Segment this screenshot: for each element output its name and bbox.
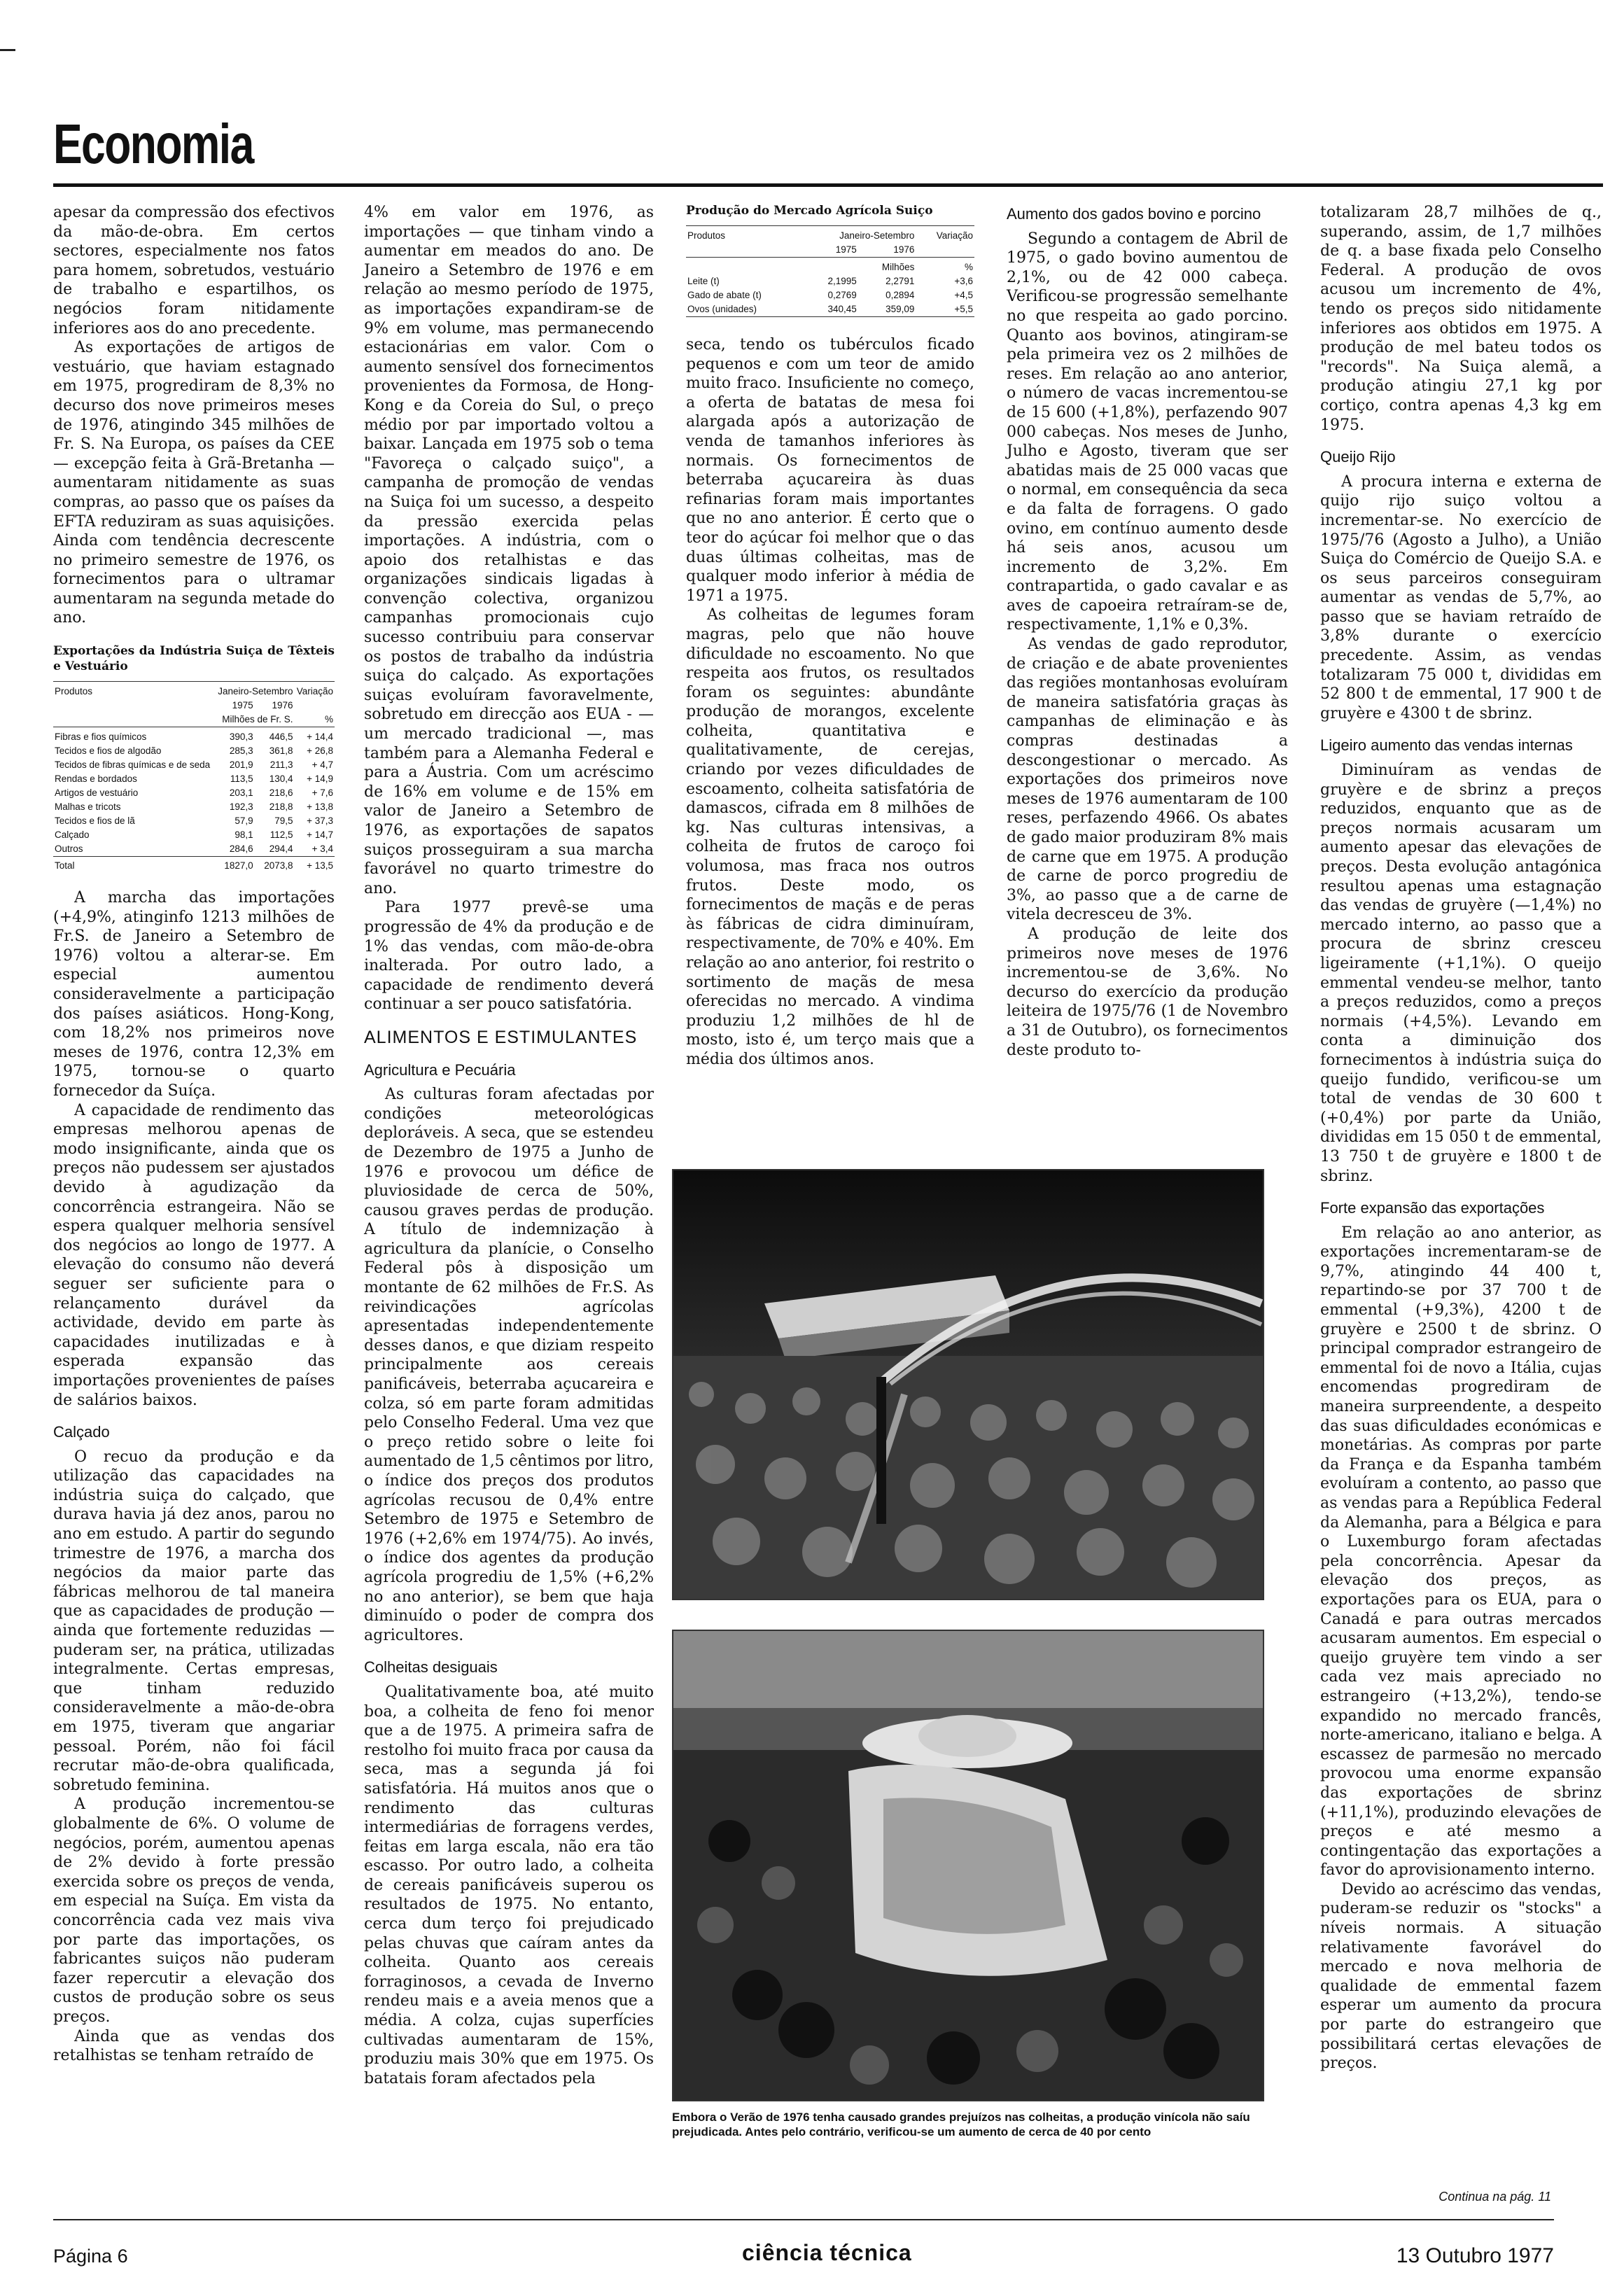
issue-date: 13 Outubro 1977 [1396, 2244, 1554, 2267]
footer-rule [53, 2219, 1554, 2220]
continuation-note: Continua na pág. 11 [1438, 2190, 1551, 2204]
photo-caption: Embora o Verão de 1976 tenha causado grandes prejuízos nas colheitas, a produção vinícola não saíu prejudicada. Antes pelo contrário, verificou-se um aumento de cerca de 40 por cento [672, 2110, 1250, 2138]
column-2 [364, 203, 654, 2088]
subheading: Calçado [53, 1423, 110, 1441]
col-header-variacao: Variação [296, 686, 333, 697]
paragraph: A procura interna e externa de quijo rijo suiço voltou a incrementar-se. No exercício de 1975/76 (Agosto a Julho), a União Suiça do Comércio de Queijo S.A. e os seus parceiros conseguiram aumentar as vendas de 5,7%, ao passo que se haviam retraído de 3,8% durante o exercício precedente. Assim, as vendas totalizaram 75 000 t, divididas em 52 800 t de emmental, 17 900 t de gruyère e 4300 t de sbrinz. [1320, 472, 1602, 722]
paragraph: A capacidade de rendimento das empresas melhorou apenas de modo insignificante, ainda que os preços não pudessem ser ajustados devido à agudização da concorrência estrangeira. Não se espera qualquer melhoria sensível dos negócios ao longo de 1977. A elevação do consumo não deverá seguer ser suficiente para o relançamento durável da actividade, devido em parte às capacidades inutilizadas e à esperada expansão das importações provenientes de países de salários baixos. [53, 1101, 335, 1409]
paragraph: seca, tendo os tubérculos ficado pequenos e com um teor de amido muito fraco. Insuficiente no começo, a oferta de batatas de mesa foi alargada após a autorização de venda de tamanhos inferiores às normais. Os fornecimentos de beterraba açucareira às duas refinarias foram mais importantes que no ano anterior. É certo que o teor do açúcar foi melhor que o das duas últimas colheitas, mas de qualquer modo inferior à média de 1971 a 1975. [686, 336, 974, 605]
page-number: Página 6 [53, 2246, 128, 2267]
col-header-year: 1975 [835, 244, 857, 255]
table-row: Gado de abate (t) 0,2769 0,2894 +4,5 [687, 290, 973, 300]
paragraph: As exportações de artigos de vestuário, que haviam estagnado em 1975, progrediram de 8,3% no decurso dos nove primeiros meses de 1976, atingindo 345 milhões de Fr. S. Na Europa, os países da CEE — excepção feita à Grã-Bretanha — aumentaram nitidamente as suas compras, ao passo que os países da EFTA reduziram as suas aquisições. Ainda com tendência decrescente no primeiro semestre de 1976, os fornecimentos para o ultramar aumentaram na segunda metade do ano. [53, 339, 335, 627]
col-header-year: 1975 [232, 700, 253, 711]
paragraph: Em relação ao ano anterior, as exportações incrementaram-se de 9,7%, atingindo 44 400 t, repartindo-se por 37 700 t de emmental (+9,3%), 4200 t de gruyère e 2500 t de sbrinz. O principal comprador estrangeiro de emmental foi de novo a Itália, cujas encomendas progrediram de maneira surpreendente, a despeito das suas dificuldades económicas e monetárias. As compras por parte da França e da Espanha também evoluíram a contento, ao passo que as vendas para a República Federal da Alemanha, para a Bélgica e para o Luxemburgo foram afectadas pela concorrência. Apesar da elevação dos preços, as exportações para os EUA, para o Canadá e para outras mercados acusaram aumentos. Em especial o queijo gruyère tem vindo a ser cada vez mais apreciado no estrangeiro (+13,2%), tendo-se expandido no mercado francês, norte-americano, italiano e belga. A escassez de parmesão no mercado provocou uma enorme expansão das exportações de sbrinz (+11,1%), produzindo elevações de preços e até mesmo a contingentação das exportações a favor do aprovisionamento interno. [1320, 1224, 1602, 1879]
table-row: Fibras e fios químicos 390,3 446,5 + 14,4 [55, 732, 333, 743]
column-5 [1320, 203, 1602, 2073]
subheading: Queijo Rijo [1320, 448, 1396, 466]
table-row: Tecidos e fios de lã 57,9 79,5 + 37,3 [55, 816, 333, 827]
table-title: Exportações da Indústria Suiça de Têxteis e Vestuário [53, 644, 335, 674]
table-row: Calçado 98,1 112,5 + 14,7 [55, 830, 333, 841]
col-header-year: 1976 [272, 700, 293, 711]
header-rule [53, 183, 1603, 187]
table-title: Produção do Mercado Agrícola Suiço [686, 204, 933, 218]
grape-harvest-photo [672, 1630, 1264, 2101]
col-header-periodo: Janeiro-Setembro [218, 686, 293, 697]
col-header-year: 1976 [893, 244, 915, 255]
subheading: Agricultura e Pecuária [364, 1060, 516, 1079]
table-row: Tecidos de fibras químicas e de seda 201,9 211,3 + 4,7 [55, 760, 333, 771]
paragraph: Qualitativamente boa, até muito boa, a colheita de feno foi menor que a de 1975. A primeira safra de restolho foi muito fraca por causa da seca, mas a segunda já foi satisfatória. Há muitos anos que o rendimento das culturas intermediárias de forragens verdes, feitas em larga escala, não era tão escasso. Por outro lado, a colheita de cereais panificáveis superou os resultados de 1975. No entanto, cerca dum terço foi prejudicado pelas chuvas que caíram antes da colheita. Quanto aos cereais forraginosos, a cevada de Inverno rendeu mais e a aveia menos que a média. A colza, cujas superfícies cultivadas aumentaram de 15%, produziu mais 30% que em 1975. Os batatais foram afectados pela [364, 1683, 654, 2087]
unit-label: % [324, 714, 333, 725]
agricultural-market-table [686, 203, 974, 320]
subheading: Forte expansão das exportações [1320, 1199, 1545, 1217]
paragraph: As colheitas de legumes foram magras, pelo que não houve dificuldade no escoamento. No que respeita aos frutos, os resultados foram os seguintes: abundânte produção de morangos, excelente colheita, quantitativa e qualitativamente, de cerejas, criando por vezes dificuldades de escoamento, colheita satisfatória de damascos, cifrada em 8 milhões de kg. Nas culturas intensivas, a colheita de frutos de caroço foi volumosa, mas fraca nos outros frutos. Deste modo, os fornecimentos de maçãs e de peras às fábricas de cidra diminuíram, respectivamente, de 70% e 40%. Em relação ao ano anterior, foi restrito o sortimento de maçãs de mesa oferecidas no mercado. A vindima produziu 1,2 milhões de hl de mosto, isto é, um terço mais que a média dos últimos anos. [686, 606, 974, 1068]
unit-label: % [964, 262, 973, 272]
col-header-produtos: Produtos [687, 230, 726, 241]
paragraph: A produção de leite dos primeiros nove meses de 1976 incrementou-se de 3,6%. No decurso do exercício da produção leiteira de 1975/76 (1 de Novembro a 31 de Outubro), os fornecimentos deste produto to- [1007, 925, 1288, 1059]
paragraph: Devido ao acréscimo das vendas, puderam-se reduzir os "stocks" a níveis normais. A situação relativamente favorável do mercado e nova melhoria de qualidade de emmental fazem esperar um aumento da procura por parte do estrangeiro que possibilitará certas elevações de preços. [1320, 1880, 1602, 2073]
paragraph: A produção incrementou-se globalmente de 6%. O volume de negócios, porém, aumentou apenas de 2% devido à forte pressão exercida sobre os preços de venda, em especial na Suíça. Em vista da concorrência cada vez mais viva por parte das importações, os fabricantes suiços não puderam fazer repercutir a elevação dos custos de produção sobre os seus preços. [53, 1795, 335, 2026]
table-row: Outros 284,6 294,4 + 3,4 [55, 844, 333, 855]
paragraph: Segundo a contagem de Abril de 1975, o gado bovino aumentou de 2,1%, ou de 42 000 cabeça. Verificou-se progressão semelhante no que respeita ao gado porcino. Quanto aos bovinos, atingiram-se pela primeira vez os 2 milhões de reses. Em relação ao ano anterior, o número de vacas incrementou-se de 15 600 (+1,8%), perfazendo 907 000 cabeças. Nos meses de Junho, Julho e Agosto, tiveram que ser abatidas mais de 25 000 vacas que o normal, em consequência da seca e da falta de forragens. O gado ovino, em contínuo aumento desde há seis anos, acusou um incremento de 3,2%. Em contrapartida, o gado cavalar e as aves de capoeira retraíram-se de, respectivamente, 1,1% e 0,3%. [1007, 230, 1288, 634]
col-header-produtos: Produtos [55, 686, 93, 697]
paragraph: Para 1977 prevê-se uma progressão de 4% da produção e de 1% das vendas, com mão-de-obra inalterada. Por outro lado, a capacidade de rendimento deverá continuar a ser pouco satisfatória. [364, 899, 654, 1014]
paragraph: As culturas foram afectadas por condições meteorológicas deploráveis. A seca, que se estendeu de Dezembro de 1975 a Junho de 1976 e provocou um défice de pluviosidade de cerca de 50%, causou graves perdas de produção. A título de indemnização à agricultura da planície, o Conselho Federal pôs à disposição um montante de 62 milhões de Fr.S. As reivindicações agrícolas apresentadas independentemente desses danos, e que diziam respeito principalmente aos cereais panificáveis, beterraba açucareira e colza, só em parte foram admitidas pelo Conselho Federal. Uma vez que o preço retido sobre o leite foi aumentado de 1,5 cêntimos por litro, o índice dos preços dos produtos agrícolas recusou de 0,4% entre Setembro de 1975 e Setembro de 1976 (+2,6% em 1974/75). Ao invés, o índice dos agentes da produção agrícola progrediu de 1,5% (+6,2% no ano anterior), se bem que haja diminuído o poder de compra dos agricultores. [364, 1086, 654, 1644]
col-header-periodo: Janeiro-Setembro [839, 230, 915, 241]
column-1 [53, 203, 335, 2066]
section-heading: ALIMENTOS E ESTIMULANTES [364, 1027, 638, 1047]
col-header-variacao: Variação [936, 230, 973, 241]
paragraph: A marcha das importações (+4,9%, atinginfo 1213 milhões de Fr.S. de Janeiro a Setembro de 1976) voltou a alterar-se. Em especial aumentou consideravelmente a participação dos países asiáticos. Hong-Kong, com 18,2% nos primeiros nove meses de 1976, contra 12,3% em 1975, tornou-se o quarto fornecedor da Suíça. [53, 889, 335, 1100]
table-row: Artigos de vestuário 203,1 218,6 + 7,6 [55, 788, 333, 799]
table-row: Tecidos e fios de algodão 285,3 361,8 + 26,8 [55, 746, 333, 757]
unit-label: Milhões de Fr. S. [222, 714, 293, 725]
table-row: Malhas e tricots 192,3 218,8 + 13,8 [55, 802, 333, 813]
paragraph: totalizaram 28,7 milhões de q., superando, assim, de 1,7 milhões de q. a base fixada pelo Conselho Federal. A produção de ovos acusou um incremento de 4%, tendo os preços sido nitidamente inferiores aos obtidos em 1975. A produção de mel bateu todos os "records". Na Suiça alemã, a produção atingiu 27,1 kg por cortiço, contra apenas 4,3 kg em 1975. [1320, 204, 1602, 434]
subheading: Aumento dos gados bovino e porcino [1007, 205, 1261, 223]
table-row: Ovos (unidades) 340,45 359,09 +5,5 [687, 304, 973, 314]
table-row: Leite (t) 2,1995 2,2791 +3,6 [687, 276, 973, 286]
paragraph: Ainda que as vendas dos retalhistas se tenham retraído de [53, 2027, 335, 2065]
subheading: Ligeiro aumento das vendas internas [1320, 736, 1573, 755]
textile-exports-table [53, 643, 335, 873]
section-title: Economia [53, 113, 253, 175]
page-edge-mark [0, 49, 15, 51]
paragraph: As vendas de gado reprodutor, de criação e de abate provenientes das regiões montanhosas evoluíram de maneira satisfatória graças às campanhas de eliminação e às compras destinadas a descongestionar o mercado. As exportações dos primeiros nove meses de 1976 aumentaram de 100 reses, perfazendo 4966. Os abates de gado maior produziram 8% mais de carne que em 1975. A produção de carne de porco progrediu de 3%, ao passo que a de carne de vitela decresceu de 3%. [1007, 636, 1288, 924]
paragraph: O recuo da produção e da utilização das capacidades na indústria suiça do calçado, que durava havia já dez anos, parou no ano em estudo. A partir do segundo trimestre de 1976, a marcha dos negócios da maior parte das fábricas melhorou de tal maneira que as capacidades de produção — ainda que fortemente reduzidas — puderam ser, na prática, utilizadas integralmente. Certas empresas, que tinham reduzido consideravelmente a mão-de-obra em 1975, tiveram que angariar pessoal. Porém, não foi fácil recrutar mão-de-obra qualificada, sobretudo feminina. [53, 1448, 335, 1794]
paragraph: Diminuíram as vendas de gruyère e de sbrinz a preços reduzidos, enquanto que as de preços normais acusaram um aumento apesar das elevações de preços. Desta evolução antagónica resultou apenas uma estagnação das vendas de gruyère (—1,4%) no mercado interno, ao passo que a procura de sbrinz cresceu ligeiramente (+1,1%). O queijo emmental vendeu-se melhor, tanto a preços reduzidos, como a preços normais (+4,5%). Levando em conta a diminuição dos fornecimentos à indústria suiça do queijo fundido, verificou-se um total de vendas de 30 600 t (+0,4%) por parte da União, divididas em 15 050 t de emmental, 13 750 t de gruyère e 1800 t de sbrinz. [1320, 762, 1602, 1185]
paragraph: 4% em valor em 1976, as importações — que tinham vindo a aumentar em meados do ano. De Janeiro a Setembro de 1976 e em relação ao mesmo período de 1975, as importações expandiram-se de 9% em volume, mas permanecendo estacionárias em valor. Com o aumento sensível dos fornecimentos provenientes da Formosa, de Hong-Kong e da Coreia do Sul, o preço médio por par importado voltou a baixar. Lançada em 1975 sob o tema "Favoreça o calçado suiço", a campanha de promoção de vendas na Suiça foi um sucesso, a despeito da pressão exercida pelas importações. A indústria, com o apoio dos retalhistas e das organizações sindicais ligadas à convenção colectiva, organizou campanhas promocionais cujo sucesso contribuiu para conservar os postos de trabalho da indústria suiça do calçado. As exportações suiças evoluíram favoravelmente, sobretudo em direcção aos EUA - — um mercado tradicional —, mas também para a Alemanha Federal e para a Áustria. Com um acréscimo de 16% em volume e de 15% em valor de Janeiro a Setembro de 1976, as exportações de sapatos suiços prosseguiram a sua marcha favorável no quarto trimestre do ano. [364, 204, 654, 897]
table-row: Rendas e bordados 113,5 130,4 + 14,9 [55, 774, 333, 785]
unit-label: Milhões [881, 262, 915, 272]
publication-logo: ciência técnica [742, 2240, 912, 2265]
table-total-row: Total 1827,0 2073,8 + 13,5 [53, 857, 335, 874]
column-3 [686, 203, 974, 1070]
column-4 [1007, 203, 1288, 1060]
subheading: Colheitas desiguais [364, 1658, 498, 1676]
irrigation-photo [672, 1169, 1264, 1600]
paragraph: apesar da compressão dos efectivos da mão-de-obra. Em certos sectores, especialmente nos fatos para homem, sobretudos, vestuário de trabalho e espartilhos, os negócios foram nitidamente inferiores aos do ano precedente. [53, 204, 335, 337]
